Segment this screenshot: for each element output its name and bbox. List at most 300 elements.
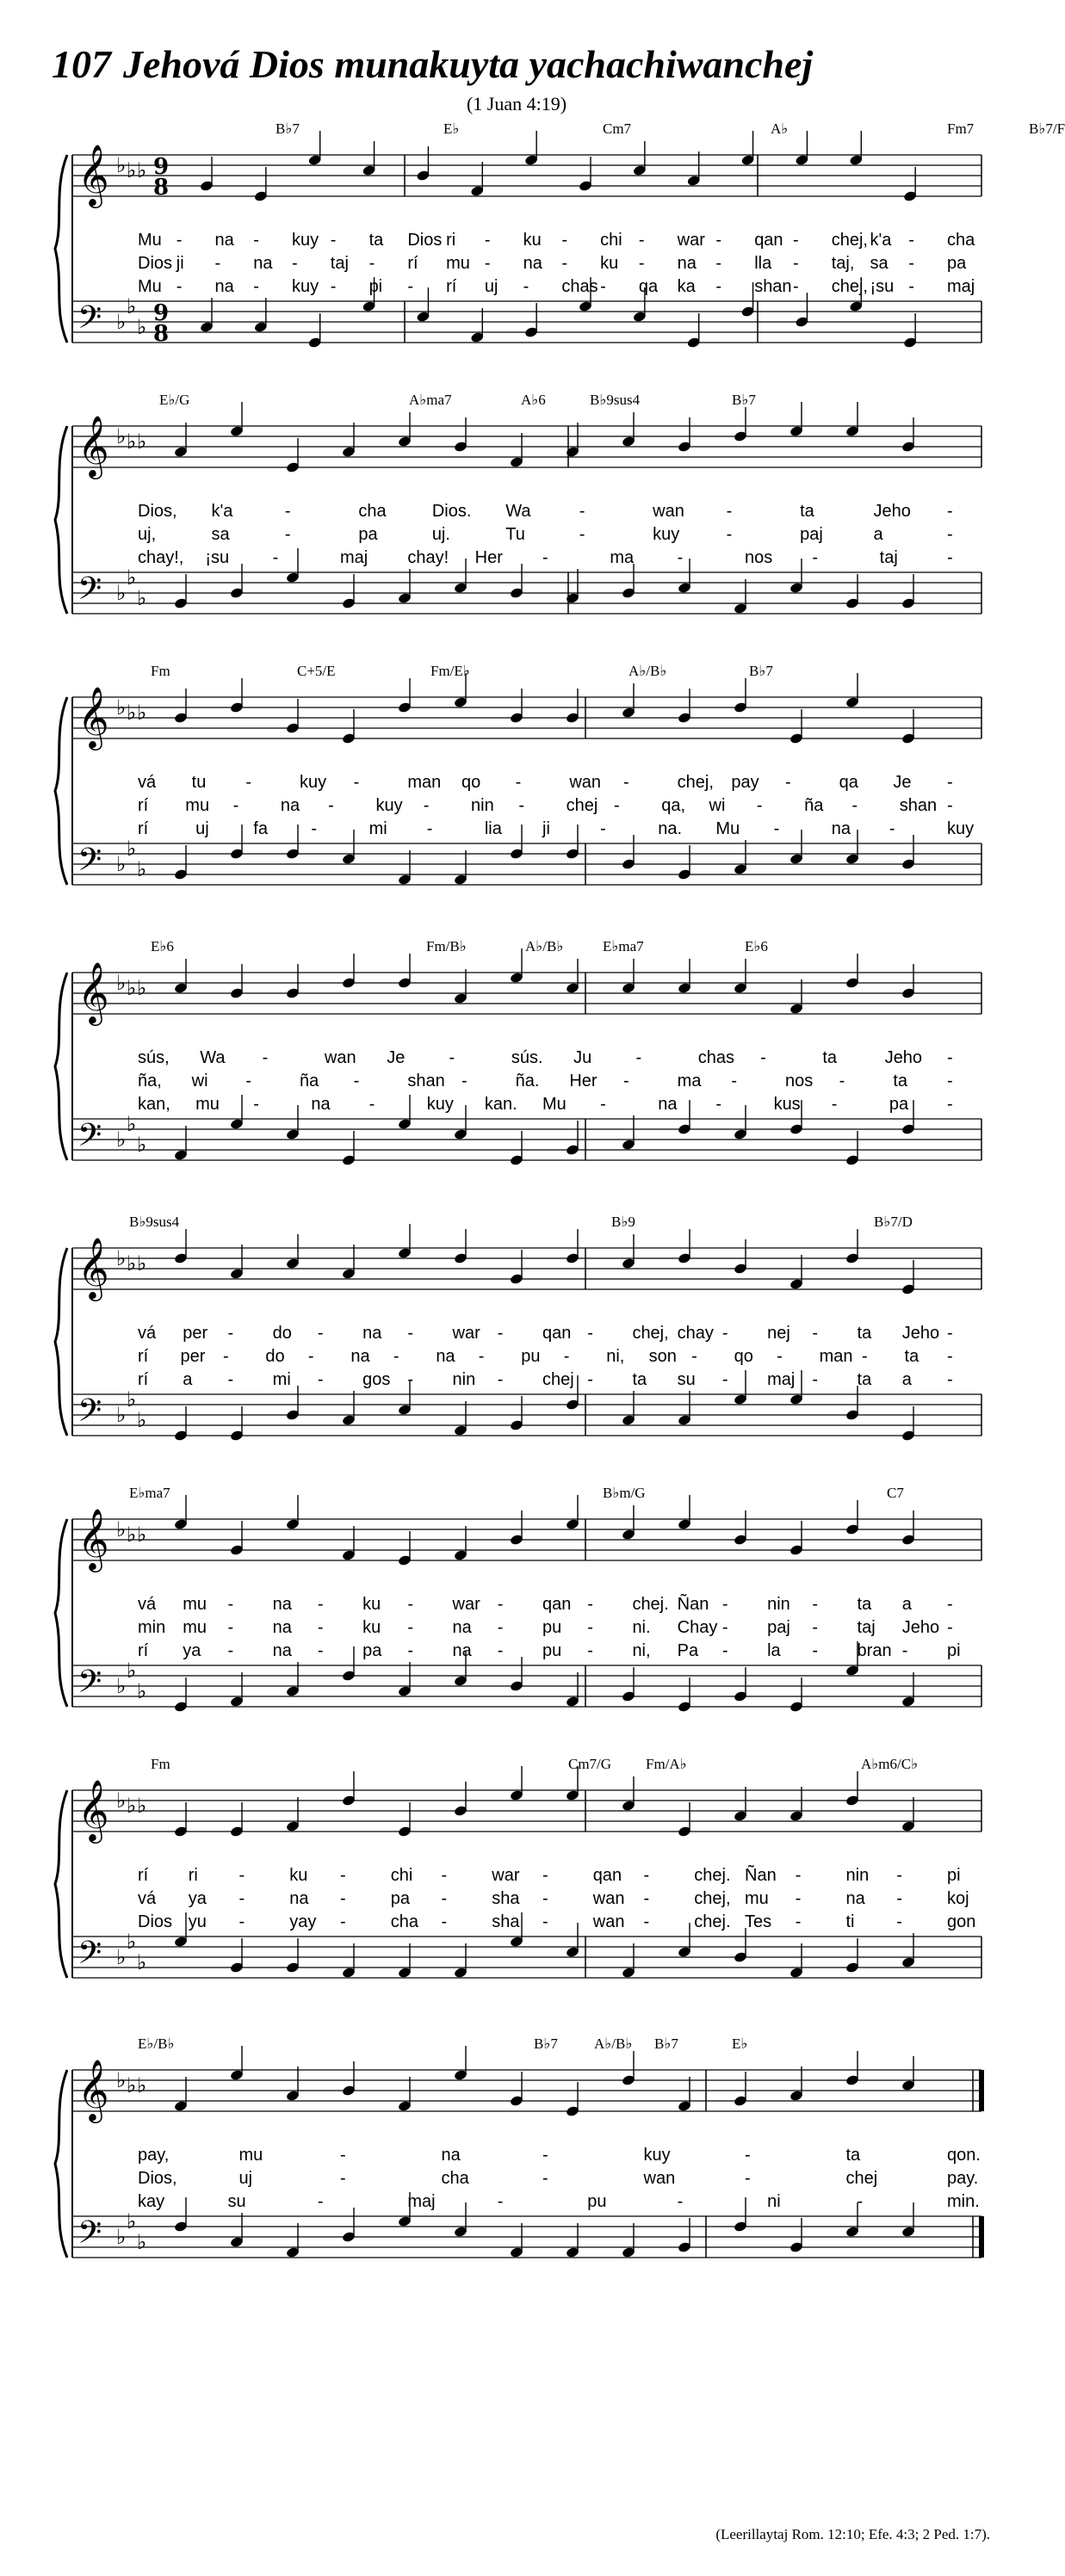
hyphen: - — [947, 1347, 953, 1366]
hyphen: - — [227, 1324, 234, 1343]
chord-symbol: E♭ — [443, 120, 460, 137]
lyric-line — [129, 1641, 990, 1664]
hyphen: - — [245, 1072, 251, 1090]
scripture-reference: (1 Juan 4:19) — [466, 93, 567, 114]
lyric-syllable: pa — [362, 1641, 382, 1660]
hyphen: - — [426, 819, 433, 838]
lyric-syllable: Dios, — [138, 2169, 177, 2188]
hyphen: - — [253, 1095, 259, 1114]
lyric-syllable: chay — [677, 1324, 714, 1343]
lyric-syllable: a — [183, 1370, 193, 1389]
hyphen: - — [311, 819, 318, 838]
lyric-syllable: rí — [138, 1641, 149, 1660]
lyric-syllable: ku — [362, 1618, 381, 1637]
hyphen: - — [330, 231, 337, 250]
chord-symbol: Fm/A♭ — [646, 1756, 687, 1772]
lyric-syllable: rí — [138, 1370, 149, 1389]
lyric-syllable: na — [272, 1641, 292, 1660]
lyric-syllable: na — [253, 254, 273, 273]
lyric-syllable: Tu — [505, 525, 525, 544]
key-flat: ♭ — [116, 581, 127, 605]
hyphen: - — [561, 254, 568, 273]
lyric-syllable: kan. — [484, 1095, 517, 1114]
lyric-syllable: mi — [368, 819, 387, 838]
key-flat: ♭ — [127, 837, 137, 861]
key-flat: ♭ — [127, 1251, 137, 1276]
hyphen: - — [947, 1072, 953, 1090]
hymn-title-text: Jehová Dios munakuyta yachachiwanchej — [123, 42, 814, 86]
lyric-syllable: chej. — [632, 1595, 669, 1614]
lyric-syllable: chay! — [407, 548, 449, 567]
lyric-syllable: la — [767, 1641, 781, 1660]
hyphen: - — [587, 1595, 593, 1614]
lyric-syllable: maj — [407, 2192, 436, 2211]
hyphen: - — [497, 1595, 504, 1614]
lyric-line — [129, 1866, 990, 1888]
lyric-syllable: qan — [592, 1866, 622, 1885]
lyric-syllable: chi — [390, 1866, 413, 1885]
key-flat: ♭ — [116, 310, 127, 334]
hyphen: - — [272, 548, 279, 567]
chord-symbol: Fm — [151, 663, 170, 679]
key-flat: ♭ — [137, 857, 147, 881]
lyric-syllable: Tes — [745, 1912, 772, 1931]
lyric-syllable: ti — [845, 1912, 855, 1931]
lyric-syllable: pay — [731, 773, 759, 792]
hyphen: - — [812, 1370, 818, 1389]
lyric-line — [129, 1370, 990, 1393]
treble-clef: 𝄞 — [77, 2058, 109, 2121]
hyphen: - — [643, 1912, 650, 1931]
lyric-syllable: na. — [658, 819, 683, 838]
lyric-syllable: uj — [195, 819, 209, 838]
lyric-syllable: yu — [188, 1912, 207, 1931]
bass-clef: 𝄢 — [77, 1117, 102, 1161]
treble-clef: 𝄞 — [77, 143, 109, 206]
lyric-syllable: ni, — [606, 1347, 625, 1366]
hyphen: - — [579, 525, 585, 544]
hyphen: - — [518, 796, 525, 815]
lyric-syllable: Dios — [407, 231, 443, 250]
hyphen: - — [449, 1048, 455, 1067]
lyric-syllable: fa — [253, 819, 268, 838]
hyphen: - — [340, 1889, 346, 1908]
lyric-syllable: ri — [446, 231, 456, 250]
key-flat: ♭ — [116, 1127, 127, 1152]
hyphen: - — [587, 1324, 593, 1343]
chord-symbol: B♭m/G — [603, 1485, 646, 1501]
hyphen: - — [232, 796, 239, 815]
key-flat: ♭ — [137, 158, 147, 182]
chord-symbol: E♭/G — [159, 392, 190, 408]
lyric-syllable: wan — [592, 1912, 625, 1931]
lyric-syllable: k'a — [211, 502, 233, 521]
hyphen: - — [407, 1324, 413, 1343]
music-system — [52, 392, 990, 650]
lyric-syllable: mu — [185, 796, 210, 815]
chord-symbol: B♭7/D — [874, 1214, 913, 1230]
lyric-syllable: vá — [138, 1595, 157, 1614]
hyphen: - — [317, 1370, 324, 1389]
lyric-syllable: sús, — [138, 1048, 170, 1067]
lyric-syllable: ni, — [632, 1641, 651, 1660]
hyphen: - — [478, 1347, 485, 1366]
lyric-syllable: man — [819, 1347, 853, 1366]
hyphen: - — [176, 277, 183, 296]
lyric-syllable: ka — [677, 277, 696, 296]
lyric-syllable: maj — [947, 277, 975, 296]
lyric-syllable: na — [311, 1095, 331, 1114]
lyric-syllable: ni — [767, 2192, 781, 2211]
lyric-syllable: na — [362, 1324, 382, 1343]
hyphen: - — [340, 1912, 346, 1931]
hyphen: - — [253, 277, 259, 296]
hyphen: - — [262, 1048, 269, 1067]
brace — [55, 155, 67, 343]
key-flat: ♭ — [127, 1112, 137, 1136]
lyric-syllable: chej, — [831, 277, 868, 296]
lyric-syllable: su — [677, 1370, 696, 1389]
lyric-syllable: nos — [745, 548, 773, 567]
lyric-syllable: ta — [857, 1324, 872, 1343]
hyphen: - — [423, 796, 430, 815]
hyphen: - — [947, 796, 953, 815]
lyric-syllable: pu — [521, 1347, 541, 1366]
chord-symbol: A♭/B♭ — [525, 938, 564, 954]
lyric-syllable: na — [272, 1595, 292, 1614]
lyric-syllable: rí — [138, 796, 149, 815]
lyric-syllable: qo — [734, 1347, 753, 1366]
lyric-syllable: pa — [947, 254, 967, 273]
chord-symbol: Fm/E♭ — [430, 663, 470, 679]
lyric-syllable: kuy — [292, 231, 319, 250]
hyphen: - — [745, 2146, 751, 2165]
chord-symbol: A♭ma7 — [409, 392, 452, 408]
lyric-syllable: mu — [745, 1889, 769, 1908]
lyric-syllable: na — [452, 1641, 472, 1660]
lyric-syllable: vá — [138, 773, 157, 792]
hyphen: - — [340, 1866, 346, 1885]
hyphen: - — [227, 1618, 234, 1637]
key-flat: ♭ — [116, 2225, 127, 2249]
lyric-syllable: ji — [176, 254, 184, 273]
hyphen: - — [721, 1370, 728, 1389]
key-flat: ♭ — [127, 701, 137, 725]
key-flat: ♭ — [137, 1794, 147, 1818]
chord-symbol: Fm7 — [947, 120, 975, 137]
lyric-syllable: kan, — [138, 1095, 170, 1114]
hyphen: - — [947, 548, 953, 567]
lyric-syllable: mu — [195, 1095, 220, 1114]
hyphen: - — [561, 231, 568, 250]
lyric-syllable: kuy — [947, 819, 975, 838]
lyric-syllable: ku — [362, 1595, 381, 1614]
hyphen: - — [227, 1641, 234, 1660]
lyric-syllable: sha — [492, 1889, 520, 1908]
hyphen: - — [227, 1370, 234, 1389]
lyric-syllable: sa — [870, 254, 889, 273]
hyphen: - — [947, 502, 953, 521]
chord-symbol: B♭7 — [276, 120, 300, 137]
lyric-syllable: Ñan — [677, 1595, 709, 1614]
treble-clef: 𝄞 — [77, 1778, 109, 1841]
lyric-syllable: ji — [542, 819, 550, 838]
lyric-syllable: wan — [324, 1048, 356, 1067]
lyric-syllable: qa — [839, 773, 858, 792]
lyric-syllable: vá — [138, 1324, 157, 1343]
lyric-syllable: na — [214, 277, 234, 296]
lyric-syllable: rí — [407, 254, 418, 273]
lyric-syllable: man — [407, 773, 442, 792]
hyphen: - — [947, 773, 953, 792]
chord-symbol: E♭6 — [745, 938, 768, 954]
key-flat: ♭ — [116, 971, 127, 995]
lyric-syllable: pi — [368, 277, 383, 296]
lyric-syllable: ta — [632, 1370, 647, 1389]
hyphen: - — [461, 1072, 467, 1090]
lyric-syllable: a — [901, 1370, 912, 1389]
lyric-syllable: na — [436, 1347, 455, 1366]
lyric-syllable: nej — [767, 1324, 790, 1343]
lyric-syllable: shan — [407, 1072, 445, 1090]
bass-clef: 𝄢 — [77, 2215, 102, 2258]
key-flat: ♭ — [137, 586, 147, 610]
lyric-syllable: wi — [709, 796, 726, 815]
hyphen: - — [330, 277, 337, 296]
lyric-syllable: sa — [211, 525, 230, 544]
lyric-line — [129, 1324, 990, 1346]
lyric-syllable: pa — [889, 1095, 909, 1114]
hyphen: - — [745, 2169, 751, 2188]
lyric-line — [129, 1889, 990, 1912]
lyric-syllable: uj, — [138, 525, 157, 544]
lyric-syllable: Dios — [138, 254, 173, 273]
lyric-syllable: Her — [474, 548, 503, 567]
lyric-syllable: qa, — [661, 796, 686, 815]
chord-symbol: E♭ma7 — [129, 1485, 170, 1501]
hyphen: - — [542, 2146, 548, 2165]
hyphen: - — [441, 1866, 448, 1885]
music-system — [52, 1214, 990, 1472]
lyric-syllable: Jeho — [873, 502, 911, 521]
hyphen: - — [901, 1641, 908, 1660]
hyphen: - — [812, 1641, 818, 1660]
lyric-syllable: ña — [300, 1072, 319, 1090]
hyphen: - — [253, 231, 259, 250]
brace — [55, 426, 67, 614]
chord-symbol: B♭7/F — [1029, 120, 1065, 137]
hyphen: - — [831, 1095, 838, 1114]
hyphen: - — [563, 1347, 570, 1366]
hyphen: - — [792, 231, 799, 250]
chord-symbol: B♭7 — [654, 2035, 678, 2052]
chord-symbol: Cm7 — [603, 120, 632, 137]
lyric-syllable: Chay — [677, 1618, 718, 1637]
hyphen: - — [795, 1866, 802, 1885]
key-flat: ♭ — [116, 424, 127, 448]
hyphen: - — [600, 1095, 606, 1114]
lyric-syllable: nos — [785, 1072, 814, 1090]
lyric-syllable: lla — [754, 254, 772, 273]
lyric-syllable: chi — [600, 231, 622, 250]
lyric-syllable: ña. — [515, 1072, 540, 1090]
chord-symbol: C7 — [887, 1485, 904, 1501]
hyphen: - — [542, 1912, 548, 1931]
hyphen: - — [908, 277, 914, 296]
hyphen: - — [896, 1866, 902, 1885]
lyric-syllable: uj — [238, 2169, 253, 2188]
lyric-syllable: chej — [542, 1370, 574, 1389]
lyric-syllable: son — [648, 1347, 677, 1366]
chord-symbol: A♭6 — [521, 392, 546, 408]
lyric-syllable: Dios, — [138, 502, 177, 521]
lyric-syllable: mu — [183, 1595, 207, 1614]
lyric-syllable: ta — [845, 2146, 861, 2165]
lyric-syllable: rí — [446, 277, 457, 296]
chord-symbol: B♭9sus4 — [590, 392, 641, 408]
key-flat: ♭ — [116, 1403, 127, 1427]
key-flat: ♭ — [116, 852, 127, 876]
hyphen: - — [947, 1618, 953, 1637]
music-system — [52, 1485, 990, 1743]
lyric-syllable: na — [289, 1889, 309, 1908]
hyphen: - — [756, 796, 763, 815]
lyric-syllable: cha — [390, 1912, 418, 1931]
brace — [55, 973, 67, 1160]
hyphen: - — [368, 1095, 375, 1114]
hyphen: - — [721, 1641, 728, 1660]
lyric-syllable: qan — [754, 231, 783, 250]
hyphen: - — [812, 548, 818, 567]
hyphen: - — [613, 796, 620, 815]
hyphen: - — [407, 1641, 413, 1660]
lyric-syllable: ta — [857, 1370, 872, 1389]
lyric-syllable: rí — [138, 1866, 149, 1885]
time-sig-bottom: 8 — [153, 175, 170, 201]
lyric-syllable: shan — [754, 277, 792, 296]
lyric-syllable: qon. — [947, 2146, 981, 2165]
hyphen: - — [785, 773, 791, 792]
hyphen: - — [176, 231, 183, 250]
key-flat: ♭ — [116, 1246, 127, 1270]
key-flat: ♭ — [137, 1133, 147, 1157]
lyric-syllable: paj — [800, 525, 823, 544]
music-system — [52, 2035, 990, 2294]
lyric-syllable: cha — [947, 231, 975, 250]
lyric-syllable: ku — [523, 231, 542, 250]
lyric-syllable: pi — [947, 1641, 961, 1660]
hyphen: - — [691, 1347, 697, 1366]
chord-symbol: Fm — [151, 1756, 170, 1772]
lyric-syllable: na — [441, 2146, 461, 2165]
lyric-syllable: mu — [238, 2146, 263, 2165]
hyphen: - — [851, 796, 858, 815]
lyric-syllable: chej, — [632, 1324, 669, 1343]
hyphen: - — [542, 548, 548, 567]
hyphen: - — [643, 1889, 650, 1908]
lyric-syllable: Dios — [138, 1912, 173, 1931]
hyphen: - — [635, 1048, 642, 1067]
lyric-syllable: kuy — [300, 773, 327, 792]
hyphen: - — [947, 1048, 953, 1067]
chord-symbol: A♭m6/C♭ — [861, 1756, 919, 1772]
hyphen: - — [773, 819, 780, 838]
hyphen: - — [542, 2169, 548, 2188]
hyphen: - — [214, 254, 221, 273]
lyric-syllable: do — [272, 1324, 292, 1343]
lyric-syllable: tu — [191, 773, 207, 792]
lyric-syllable: pa — [358, 525, 378, 544]
lyric-line — [129, 1048, 990, 1071]
hyphen: - — [947, 525, 953, 544]
chord-symbol: A♭/B♭ — [628, 663, 667, 679]
lyric-syllable: Mu — [715, 819, 740, 838]
lyric-syllable: cha — [358, 502, 387, 521]
lyric-syllable: pu — [587, 2192, 607, 2211]
hyphen: - — [317, 1618, 324, 1637]
key-flat: ♭ — [137, 2230, 147, 2254]
lyric-syllable: ya — [183, 1641, 201, 1660]
brace — [55, 697, 67, 885]
hyphen: - — [677, 548, 684, 567]
hyphen: - — [353, 773, 360, 792]
lyric-syllable: war — [677, 231, 705, 250]
key-flat: ♭ — [127, 294, 137, 318]
music-system — [52, 120, 1065, 379]
hyphen: - — [407, 1370, 413, 1389]
hyphen: - — [328, 796, 334, 815]
hyphen: - — [284, 502, 291, 521]
hyphen: - — [542, 1866, 548, 1885]
lyric-syllable: war — [452, 1324, 480, 1343]
hyphen: - — [542, 1889, 548, 1908]
key-flat: ♭ — [127, 1659, 137, 1683]
key-flat: ♭ — [137, 429, 147, 454]
hyphen: - — [393, 1347, 399, 1366]
hyphen: - — [812, 1618, 818, 1637]
lyric-syllable: ku — [289, 1866, 308, 1885]
bass-clef: 𝄢 — [77, 1664, 102, 1708]
lyric-line — [129, 2146, 990, 2168]
hyphen: - — [947, 1370, 953, 1389]
hyphen: - — [238, 1889, 245, 1908]
chord-symbol: Fm/B♭ — [426, 938, 467, 954]
lyric-syllable: na — [452, 1618, 472, 1637]
lyric-syllable: ta — [368, 231, 384, 250]
hyphen: - — [726, 525, 733, 544]
lyric-syllable: pay. — [947, 2169, 979, 2188]
lyric-syllable: do — [265, 1347, 285, 1366]
hyphen: - — [222, 1347, 229, 1366]
lyric-syllable: rí — [138, 1347, 149, 1366]
hyphen: - — [726, 502, 733, 521]
key-flat: ♭ — [116, 2068, 127, 2092]
hyphen: - — [839, 1072, 845, 1090]
chord-symbol: Cm7/G — [568, 1756, 612, 1772]
lyric-syllable: nin — [452, 1370, 476, 1389]
lyric-syllable: Pa — [677, 1641, 699, 1660]
key-flat: ♭ — [137, 1408, 147, 1432]
chord-symbol: B♭9sus4 — [129, 1214, 180, 1230]
lyric-syllable: yay — [289, 1912, 317, 1931]
hyphen: - — [497, 1618, 504, 1637]
lyric-syllable: ta — [904, 1347, 919, 1366]
lyric-syllable: a — [901, 1595, 912, 1614]
treble-clef: 𝄞 — [77, 961, 109, 1023]
hyphen: - — [292, 254, 298, 273]
lyric-syllable: Mu — [542, 1095, 567, 1114]
lyric-syllable: sha — [492, 1912, 520, 1931]
